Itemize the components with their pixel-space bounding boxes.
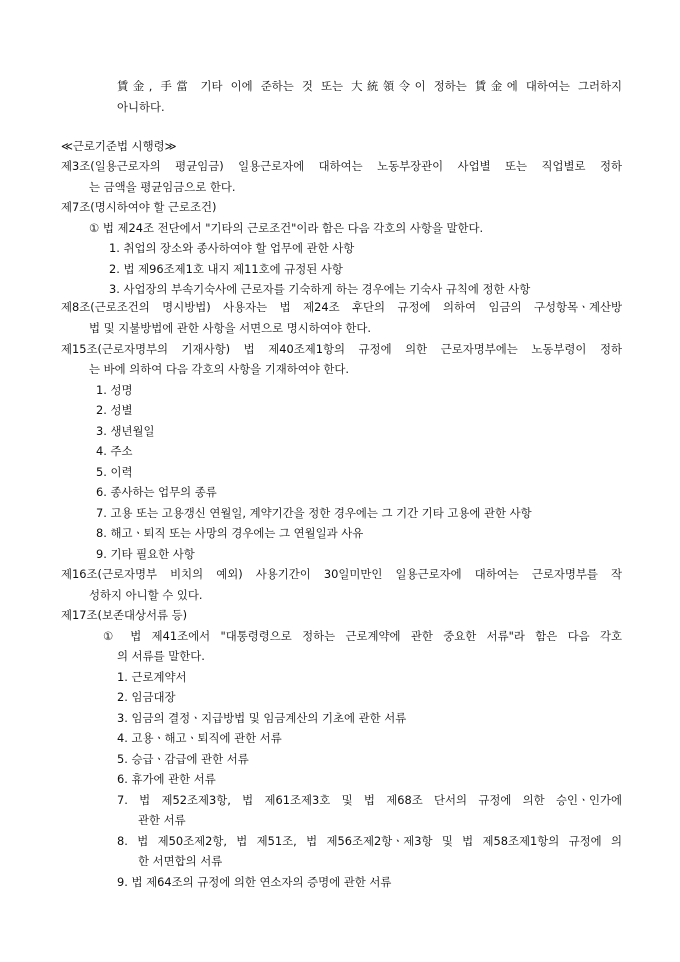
article-7-item: 2. 법 제96조제1호 내지 제11호에 규정된 사항 [109,262,343,276]
article-17-item: 5. 승급ㆍ감급에 관한 서류 [117,752,249,766]
article-15-line-1: 제15조(근로자명부의 기재사항) 법 제40조제1항의 규정에 의한 근로자명부에는 노동부령이 정하 [61,342,622,356]
article-17-item-7-line-2: 관한 서류 [138,813,186,827]
article-17-item: 1. 근로계약서 [117,670,187,684]
article-17-item-9: 9. 법 제64조의 규정에 의한 연소자의 증명에 관한 서류 [117,875,392,889]
article-17-title: 제17조(보존대상서류 등) [61,608,188,622]
article-16-line-1: 제16조(근로자명부 비치의 예외) 사용기간이 30일미만인 일용근로자에 대하여는 근로자명부를 작 [61,567,622,581]
article-15-item: 2. 성별 [96,403,133,417]
article-17-item: 4. 고용ㆍ해고ㆍ퇴직에 관한 서류 [117,731,282,745]
article-15-item: 5. 이력 [96,465,133,479]
intro-line-1: 賃金, 手當 기타 이에 준하는 것 또는 大統領令이 정하는 賃金에 대하여는 그러하지 [117,79,622,93]
article-8-line-2: 법 및 지불방법에 관한 사항을 서면으로 명시하여야 한다. [89,321,372,335]
intro-line-2: 아니하다. [117,100,165,114]
article-7-title: 제7조(명시하여야 할 근로조건) [61,200,217,214]
article-15-item: 7. 고용 또는 고용갱신 연월일, 계약기간을 정한 경우에는 그 기간 기타 고용에 관한 사항 [96,506,532,520]
article-17-paragraph-1-line-2: 의 서류를 말한다. [117,649,205,663]
article-17-item: 2. 임금대장 [117,690,176,704]
section-heading: ≪근로기준법 시행령≫ [61,139,177,153]
article-15-item: 4. 주소 [96,444,133,458]
article-17-item-8-line-2: 한 서면합의 서류 [138,854,223,868]
article-17-item-8-line-1: 8. 법 제50조제2항, 법 제51조, 법 제56조제2항ㆍ제3항 및 법 제58조제1항의 규정에 의 [117,834,622,848]
article-15-line-2: 는 바에 의하여 다음 각호의 사항을 기재하여야 한다. [89,362,350,376]
article-16-line-2: 성하지 아니할 수 있다. [89,588,203,602]
article-3-line-2: 는 금액을 평균임금으로 한다. [89,180,236,194]
article-15-item: 1. 성명 [96,383,133,397]
article-3-line-1: 제3조(일용근로자의 평균임금) 일용근로자에 대하여는 노동부장관이 사업별 또는 직업별로 정하 [61,159,622,173]
article-15-item: 8. 해고ㆍ퇴직 또는 사망의 경우에는 그 연월일과 사유 [96,526,364,540]
article-15-item: 3. 생년월일 [96,424,155,438]
article-15-item: 9. 기타 필요한 사항 [96,547,195,561]
article-7-item: 1. 취업의 장소와 종사하여야 할 업무에 관한 사항 [109,241,355,255]
article-17-item: 3. 임금의 결정ㆍ지급방법 및 임금계산의 기초에 관한 서류 [117,711,407,725]
article-15-item: 6. 종사하는 업무의 종류 [96,485,217,499]
article-17-paragraph-1-line-1: ① 법 제41조에서 "대통령령으로 정하는 근로계약에 관한 중요한 서류"라 함은 다음 각호 [103,629,622,643]
article-8-line-1: 제8조(근로조건의 명시방법) 사용자는 법 제24조 후단의 규정에 의하여 임금의 구성항목ㆍ계산방 [61,300,622,314]
article-7-paragraph-1: ① 법 제24조 전단에서 "기타의 근로조건"이라 함은 다음 각호의 사항을 말한다. [89,221,484,235]
article-7-item: 3. 사업장의 부속기숙사에 근로자를 기숙하게 하는 경우에는 기숙사 규칙에 정한 사항 [109,282,531,296]
article-17-item-7-line-1: 7. 법 제52조제3항, 법 제61조제3호 및 법 제68조 단서의 규정에 의한 승인ㆍ인가에 [117,793,622,807]
article-17-item: 6. 휴가에 관한 서류 [117,772,216,786]
